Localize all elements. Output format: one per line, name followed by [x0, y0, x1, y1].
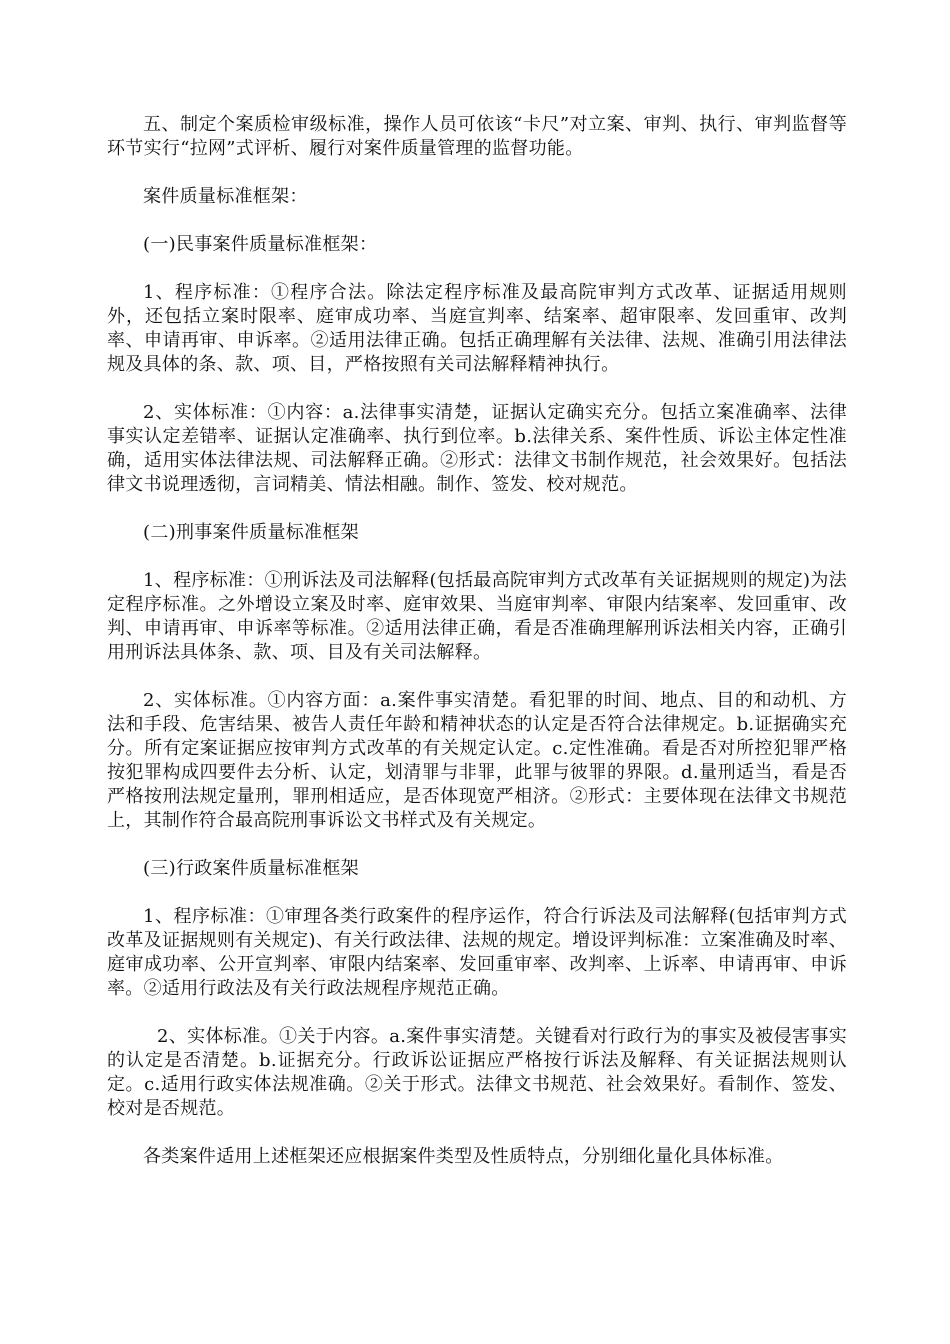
section-heading-framework: 案件质量标准框架：: [143, 186, 308, 207]
paragraph-conclusion: 各类案件适用上述框架还应根据案件类型及性质特点，分别细化量化具体标准。: [143, 1146, 784, 1167]
paragraph-administrative-procedure: 1、程序标准：①审理各类行政案件的程序运作，符合行诉法及司法解释(包括审判方式改革及证据规则有关规定)、有关行政法律、法规的规定。增设评判标准：立案准确及时率、庭审成功率、公开宣判率、审限内结案率、发回重审率、改判率、上诉率、申请再审、申诉率。②适用行政法及有关行政法规程序规范正确。: [107, 906, 847, 999]
paragraph-administrative-substance: 2、实体标准。①关于内容。a.案件事实清楚。关键看对行政行为的事实及被侵害事实的认定是否清楚。b.证据充分。行政诉讼证据应严格按行诉法及解释、有关证据法规则认定。c.适用行政实体法规准确。②关于形式。法律文书规范、社会效果好。看制作、签发、校对是否规范。: [107, 1026, 847, 1119]
section-heading-criminal: (二)刑事案件质量标准框架: [143, 522, 359, 543]
document-body: [107, 113, 847, 1193]
paragraph-criminal-procedure: 1、程序标准：①刑诉法及司法解释(包括最高院审判方式改革有关证据规则的规定)为法定程序标准。之外增设立案及时率、庭审效果、当庭审判率、审限内结案率、发回重审、改判、申请再审、申诉率等标准。②适用法律正确，看是否准确理解刑诉法相关内容，正确引用刑诉法具体条、款、项、目及有关司法解释。: [107, 570, 847, 663]
paragraph-civil-procedure: 1、程序标准：①程序合法。除法定程序标准及最高院审判方式改革、证据适用规则外，还包括立案时限率、庭审成功率、当庭宣判率、结案率、超审限率、发回重审、改判率、申请再审、申诉率。②适用法律正确。包括正确理解有关法律、法规、准确引用法律法规及具体的条、款、项、目，严格按照有关司法解释精神执行。: [107, 282, 847, 375]
section-heading-administrative: (三)行政案件质量标准框架: [143, 858, 359, 879]
paragraph-civil-substance: 2、实体标准：①内容：a.法律事实清楚，证据认定确实充分。包括立案准确率、法律事实认定差错率、证据认定准确率、执行到位率。b.法律关系、案件性质、诉讼主体定性准确，适用实体法律法规、司法解释正确。②形式：法律文书制作规范，社会效果好。包括法律文书说理透彻，言词精美、情法相融。制作、签发、校对规范。: [107, 402, 847, 495]
paragraph-intro: 五、制定个案质检审级标准，操作人员可依该“卡尺”对立案、审判、执行、审判监督等环节实行“拉网”式评析、履行对案件质量管理的监督功能。: [107, 114, 847, 159]
section-heading-civil: (一)民事案件质量标准框架：: [143, 234, 378, 255]
paragraph-criminal-substance: 2、实体标准。①内容方面：a.案件事实清楚。看犯罪的时间、地点、目的和动机、方法和手段、危害结果、被告人责任年龄和精神状态的认定是否符合法律规定。b.证据确实充分。所有定案证据应按审判方式改革的有关规定认定。c.定性准确。看是否对所控犯罪严格按犯罪构成四要件去分析、认定，划清罪与非罪，此罪与彼罪的界限。d.量刑适当，看是否严格按刑法规定量刑，罪刑相适应，是否体现宽严相济。②形式：主要体现在法律文书规范上，其制作符合最高院刑事诉讼文书样式及有关规定。: [107, 690, 847, 831]
